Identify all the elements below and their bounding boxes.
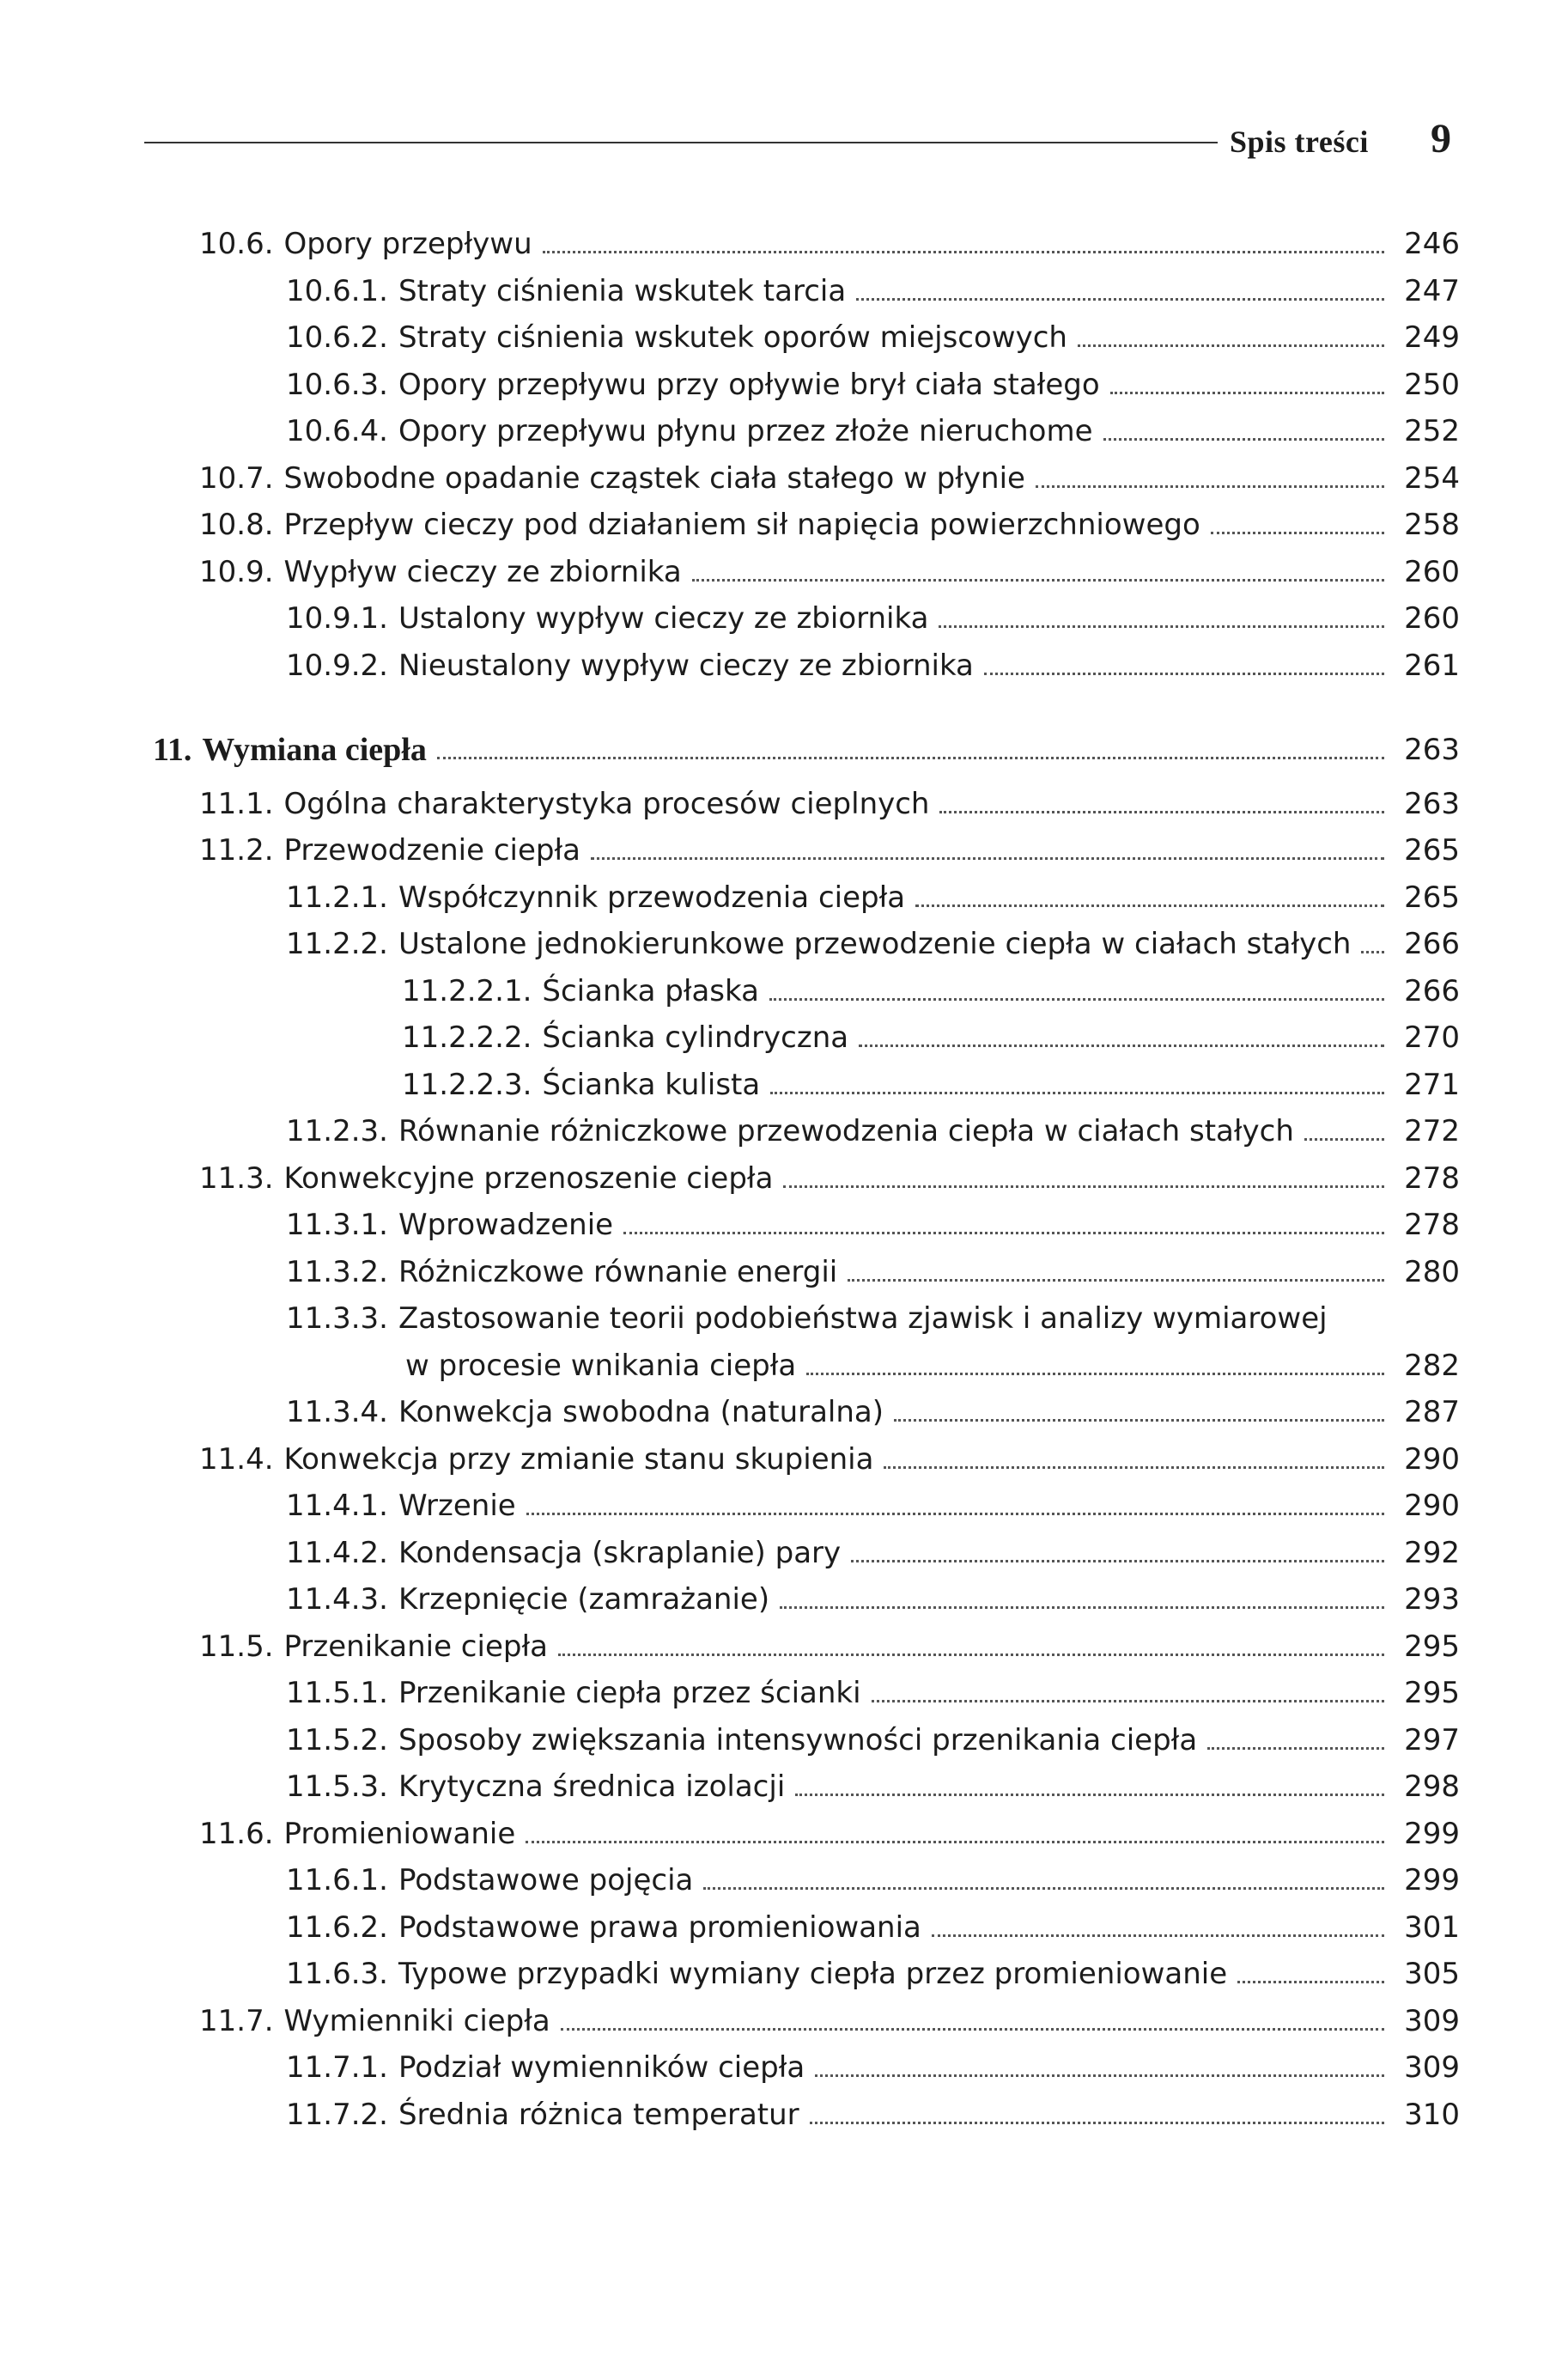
toc-entry-number: 11.6. (199, 1817, 274, 1851)
toc-entry-number: 10.6.1. (286, 274, 388, 308)
toc-entry[interactable] (0, 1945, 1460, 1991)
toc-entry[interactable] (0, 1430, 1460, 1477)
toc-entry-page: 260 (1404, 601, 1460, 636)
toc-entry-page: 258 (1404, 508, 1460, 542)
toc-entry-number: 10.7. (199, 461, 274, 496)
dot-leader (894, 1418, 1384, 1422)
toc-entry[interactable] (0, 1805, 1460, 1851)
toc-entry-page: 265 (1404, 833, 1460, 868)
toc-entry-number: 11.3.4. (286, 1395, 388, 1429)
dot-leader (543, 250, 1384, 253)
toc-entry-number: 11.2.2.2. (402, 1020, 532, 1055)
toc-entry[interactable] (0, 215, 1460, 261)
toc-entry-title: Przepływ cieczy pod działaniem sił napięcia powierzchniowego (283, 508, 1200, 542)
toc-entry-title: Podstawowe pojęcia (398, 1863, 694, 1897)
toc-entry-number: 11.3. (199, 1161, 274, 1196)
dot-leader (558, 1653, 1384, 1656)
toc-entry[interactable] (0, 1008, 1460, 1055)
toc-entry[interactable] (0, 1056, 1460, 1102)
toc-entry-page: 290 (1404, 1489, 1460, 1523)
toc-entry-number: 10.9.2. (286, 649, 388, 683)
toc-entry-title: Krzepnięcie (zamrażanie) (398, 1582, 770, 1617)
toc-entry-number: 10.6.3. (286, 368, 388, 402)
toc-entry-number: 10.6. (199, 227, 274, 261)
dot-leader (437, 756, 1384, 759)
dot-leader (1036, 484, 1384, 488)
toc-entry-number: 11.5. (199, 1629, 274, 1664)
dot-leader (561, 2027, 1384, 2031)
dot-leader (915, 904, 1384, 907)
toc-entry-page: 263 (1404, 733, 1460, 767)
dot-leader (859, 1044, 1384, 1047)
toc-entry-title: Przenikanie ciepła (283, 1629, 548, 1664)
toc-entry-title: Straty ciśnienia wskutek tarcia (398, 274, 847, 308)
toc-entry-number: 11.2.1. (286, 880, 388, 915)
toc-entry[interactable] (0, 1851, 1460, 1897)
toc-entry-number: 11.3.1. (286, 1208, 388, 1242)
toc-entry-title: Straty ciśnienia wskutek oporów miejscowych (398, 320, 1067, 355)
toc-entry-title: Ścianka płaska (542, 974, 759, 1008)
toc-entry-page: 247 (1404, 274, 1460, 308)
dot-leader (848, 1278, 1384, 1282)
toc-entry-title: Wymienniki ciepła (283, 2004, 550, 2038)
toc-entry-page: 261 (1404, 649, 1460, 683)
toc-entry-title: Współczynnik przewodzenia ciepła (398, 880, 906, 915)
toc-entry[interactable] (0, 915, 1460, 961)
dot-leader (1078, 344, 1384, 347)
toc-entry[interactable] (0, 1243, 1460, 1289)
toc-entry[interactable] (0, 1570, 1460, 1617)
toc-entry-page: 246 (1404, 227, 1460, 261)
dot-leader (795, 1793, 1384, 1796)
toc-entry-page: 295 (1404, 1676, 1460, 1710)
toc-entry-number: 11.1. (199, 787, 274, 821)
dot-leader (780, 1605, 1384, 1609)
dot-leader (856, 297, 1384, 301)
toc-entry-title: Sposoby zwiększania intensywności przenikania ciepła (398, 1723, 1198, 1757)
toc-entry[interactable] (0, 962, 1460, 1008)
toc-entry-page: 290 (1404, 1442, 1460, 1477)
toc-entry-number: 10.6.2. (286, 320, 388, 355)
dot-leader (1103, 437, 1384, 441)
dot-leader (1110, 391, 1384, 394)
toc-entry-number: 11.4. (199, 1442, 274, 1477)
toc-entry[interactable] (0, 496, 1460, 542)
toc-entry-number: 11.5.1. (286, 1676, 388, 1710)
toc-entry[interactable] (0, 2086, 1460, 2132)
toc-entry-page: 299 (1404, 1817, 1460, 1851)
page-number: 9 (1431, 116, 1451, 161)
toc-entry-title: Podział wymienników ciepła (398, 2050, 805, 2085)
toc-entry-title: Wymiana ciepła (202, 732, 427, 768)
toc-entry-title: Ustalony wypływ cieczy ze zbiornika (398, 601, 929, 636)
toc-entry-title: Swobodne opadanie cząstek ciała stałego w płynie (283, 461, 1025, 496)
toc-entry-page: 249 (1404, 320, 1460, 355)
dot-leader (703, 1886, 1384, 1890)
toc-entry-page: 263 (1404, 787, 1460, 821)
toc-entry[interactable] (0, 1711, 1460, 1757)
dot-leader (1361, 950, 1384, 953)
toc-entry-title: Wrzenie (398, 1489, 516, 1523)
toc-entry-page: 295 (1404, 1629, 1460, 1664)
toc-entry[interactable] (0, 868, 1460, 915)
toc-entry[interactable] (0, 356, 1460, 402)
dot-leader (1211, 531, 1384, 534)
toc-entry-page: 280 (1404, 1255, 1460, 1289)
toc-entry-title: Opory przepływu (283, 227, 532, 261)
toc-entry-title: Kondensacja (skraplanie) pary (398, 1536, 842, 1570)
dot-leader (806, 1372, 1384, 1375)
toc-entry-page: 254 (1404, 461, 1460, 496)
toc-entry-title: Ścianka kulista (542, 1068, 761, 1102)
toc-entry-number: 11.4.2. (286, 1536, 388, 1570)
toc-entry-title: Średnia różnica temperatur (398, 2098, 799, 2132)
toc-entry[interactable] (0, 775, 1460, 821)
toc-entry-title: Podstawowe prawa promieniowania (398, 1910, 921, 1945)
dot-leader (526, 1512, 1384, 1515)
toc-entry-number: 11.7.2. (286, 2098, 388, 2132)
toc-entry-title: Opory przepływu płynu przez złoże nieruchome (398, 414, 1093, 448)
toc-entry-title: Krytyczna średnica izolacji (398, 1769, 786, 1804)
dot-leader (1207, 1746, 1384, 1750)
toc-entry-page: 270 (1404, 1020, 1460, 1055)
toc-entry-title: Przewodzenie ciepła (283, 833, 580, 868)
toc-entry[interactable] (0, 1289, 1460, 1336)
dot-leader (932, 1934, 1384, 1937)
dot-leader (851, 1559, 1384, 1562)
toc-entry-number: 11.4.1. (286, 1489, 388, 1523)
toc-entry-title: Konwekcja swobodna (naturalna) (398, 1395, 884, 1429)
dot-leader (984, 672, 1384, 675)
toc-entry[interactable] (0, 402, 1460, 448)
toc-entry-number: 10.9. (199, 555, 274, 589)
toc-entry-title-continuation: w procesie wnikania ciepła (405, 1349, 797, 1383)
toc-entry-title: Równanie różniczkowe przewodzenia ciepła w ciałach stałych (398, 1114, 1294, 1148)
toc-entry[interactable] (0, 1149, 1460, 1196)
toc-entry-number: 11.6.2. (286, 1910, 388, 1945)
toc-entry-continuation[interactable] (0, 1337, 1460, 1383)
dot-leader (1304, 1137, 1384, 1141)
toc-entry[interactable] (0, 1664, 1460, 1710)
toc-entry-page: 309 (1404, 2050, 1460, 2085)
toc-entry-number: 10.8. (199, 508, 274, 542)
running-header-title: Spis treści (1230, 125, 1369, 159)
toc-entry-title: Typowe przypadki wymiany ciepła przez promieniowanie (398, 1957, 1228, 1991)
toc-entry-number: 10.9.1. (286, 601, 388, 636)
toc-entry-title: Przenikanie ciepła przez ścianki (398, 1676, 861, 1710)
toc-entry[interactable] (0, 1196, 1460, 1242)
toc-entry-number: 11.5.2. (286, 1723, 388, 1757)
toc-entry-page: 265 (1404, 880, 1460, 915)
toc-chapter-entry[interactable] (0, 721, 1460, 767)
toc-entry[interactable] (0, 636, 1460, 683)
dot-leader (623, 1231, 1384, 1234)
toc-entry-number: 11.5.3. (286, 1769, 388, 1804)
toc-entry-page: 301 (1404, 1910, 1460, 1945)
toc-entry-page: 266 (1404, 927, 1460, 961)
toc-entry[interactable] (0, 1383, 1460, 1429)
toc-entry[interactable] (0, 1992, 1460, 2038)
dot-leader (810, 2121, 1384, 2124)
dot-leader (692, 578, 1384, 582)
toc-entry-number: 11.2.2.3. (402, 1068, 532, 1102)
toc-entry-title: Różniczkowe równanie energii (398, 1255, 838, 1289)
toc-entry[interactable] (0, 1477, 1460, 1523)
toc-entry-number: 11.2.3. (286, 1114, 388, 1148)
dot-leader (770, 1091, 1384, 1094)
dot-leader (769, 997, 1384, 1001)
dot-leader (884, 1465, 1384, 1469)
toc-entry[interactable] (0, 262, 1460, 308)
toc-entry-number: 11. (153, 732, 192, 768)
toc-entry[interactable] (0, 1757, 1460, 1804)
dot-leader (939, 810, 1384, 813)
toc-entry-title: Konwekcyjne przenoszenie ciepła (283, 1161, 774, 1196)
toc-entry-page: 272 (1404, 1114, 1460, 1148)
toc-entry-number: 11.2.2. (286, 927, 388, 961)
toc-entry-number: 11.2. (199, 833, 274, 868)
dot-leader (939, 624, 1384, 628)
toc-entry[interactable] (0, 2038, 1460, 2085)
toc-entry-page: 297 (1404, 1723, 1460, 1757)
toc-entry-page: 310 (1404, 2098, 1460, 2132)
toc-entry-page: 305 (1404, 1957, 1460, 1991)
toc-entry-title: Opory przepływu przy opływie brył ciała stałego (398, 368, 1100, 402)
toc-entry[interactable] (0, 1102, 1460, 1148)
toc-entry-page: 293 (1404, 1582, 1460, 1617)
dot-leader (591, 856, 1384, 860)
dot-leader (815, 2074, 1384, 2077)
toc-entry-page: 298 (1404, 1769, 1460, 1804)
toc-entry-title: Promieniowanie (283, 1817, 516, 1851)
toc-entry-page: 292 (1404, 1536, 1460, 1570)
toc-entry-number: 11.4.3. (286, 1582, 388, 1617)
toc-entry-page: 266 (1404, 974, 1460, 1008)
toc-entry-title: Ścianka cylindryczna (542, 1020, 849, 1055)
toc-entry[interactable] (0, 1898, 1460, 1945)
toc-entry[interactable] (0, 1617, 1460, 1664)
toc-entry-title: Konwekcja przy zmianie stanu skupienia (283, 1442, 874, 1477)
toc-entry[interactable] (0, 589, 1460, 636)
toc-entry-title: Wypływ cieczy ze zbiornika (283, 555, 682, 589)
toc-entry[interactable] (0, 308, 1460, 355)
toc-entry-page: 278 (1404, 1161, 1460, 1196)
dot-leader (526, 1840, 1384, 1843)
toc-entry-page: 282 (1404, 1349, 1460, 1383)
toc-entry-page: 278 (1404, 1208, 1460, 1242)
toc-entry-number: 10.6.4. (286, 414, 388, 448)
toc-entry-title: Nieustalony wypływ cieczy ze zbiornika (398, 649, 974, 683)
toc-entry-page: 271 (1404, 1068, 1460, 1102)
toc-entry-number: 11.6.3. (286, 1957, 388, 1991)
toc-entry[interactable] (0, 1524, 1460, 1570)
toc-entry-title: Ogólna charakterystyka procesów cieplnych (283, 787, 930, 821)
toc-entry-number: 11.3.2. (286, 1255, 388, 1289)
dot-leader (783, 1185, 1384, 1188)
dot-leader (872, 1699, 1384, 1702)
toc-entry-number: 11.3.3. (286, 1301, 388, 1336)
toc-entry-title: Ustalone jednokierunkowe przewodzenie ciepła w ciałach stałych (398, 927, 1352, 961)
toc-entry-page: 252 (1404, 414, 1460, 448)
toc-entry-page: 309 (1404, 2004, 1460, 2038)
toc-entry[interactable] (0, 543, 1460, 589)
dot-leader (1237, 1980, 1384, 1983)
toc-entry-number: 11.2.2.1. (402, 974, 532, 1008)
toc-entry[interactable] (0, 449, 1460, 496)
toc-entry[interactable] (0, 821, 1460, 868)
toc-entry-number: 11.7.1. (286, 2050, 388, 2085)
toc-entry-page: 299 (1404, 1863, 1460, 1897)
toc-entry-title: Zastosowanie teorii podobieństwa zjawisk i analizy wymiarowej (398, 1301, 1328, 1336)
toc-entry-page: 287 (1404, 1395, 1460, 1429)
toc-entry-number: 11.6.1. (286, 1863, 388, 1897)
toc-entry-title: Wprowadzenie (398, 1208, 614, 1242)
toc-entry-page: 250 (1404, 368, 1460, 402)
toc-entry-page: 260 (1404, 555, 1460, 589)
toc-entry-number: 11.7. (199, 2004, 274, 2038)
